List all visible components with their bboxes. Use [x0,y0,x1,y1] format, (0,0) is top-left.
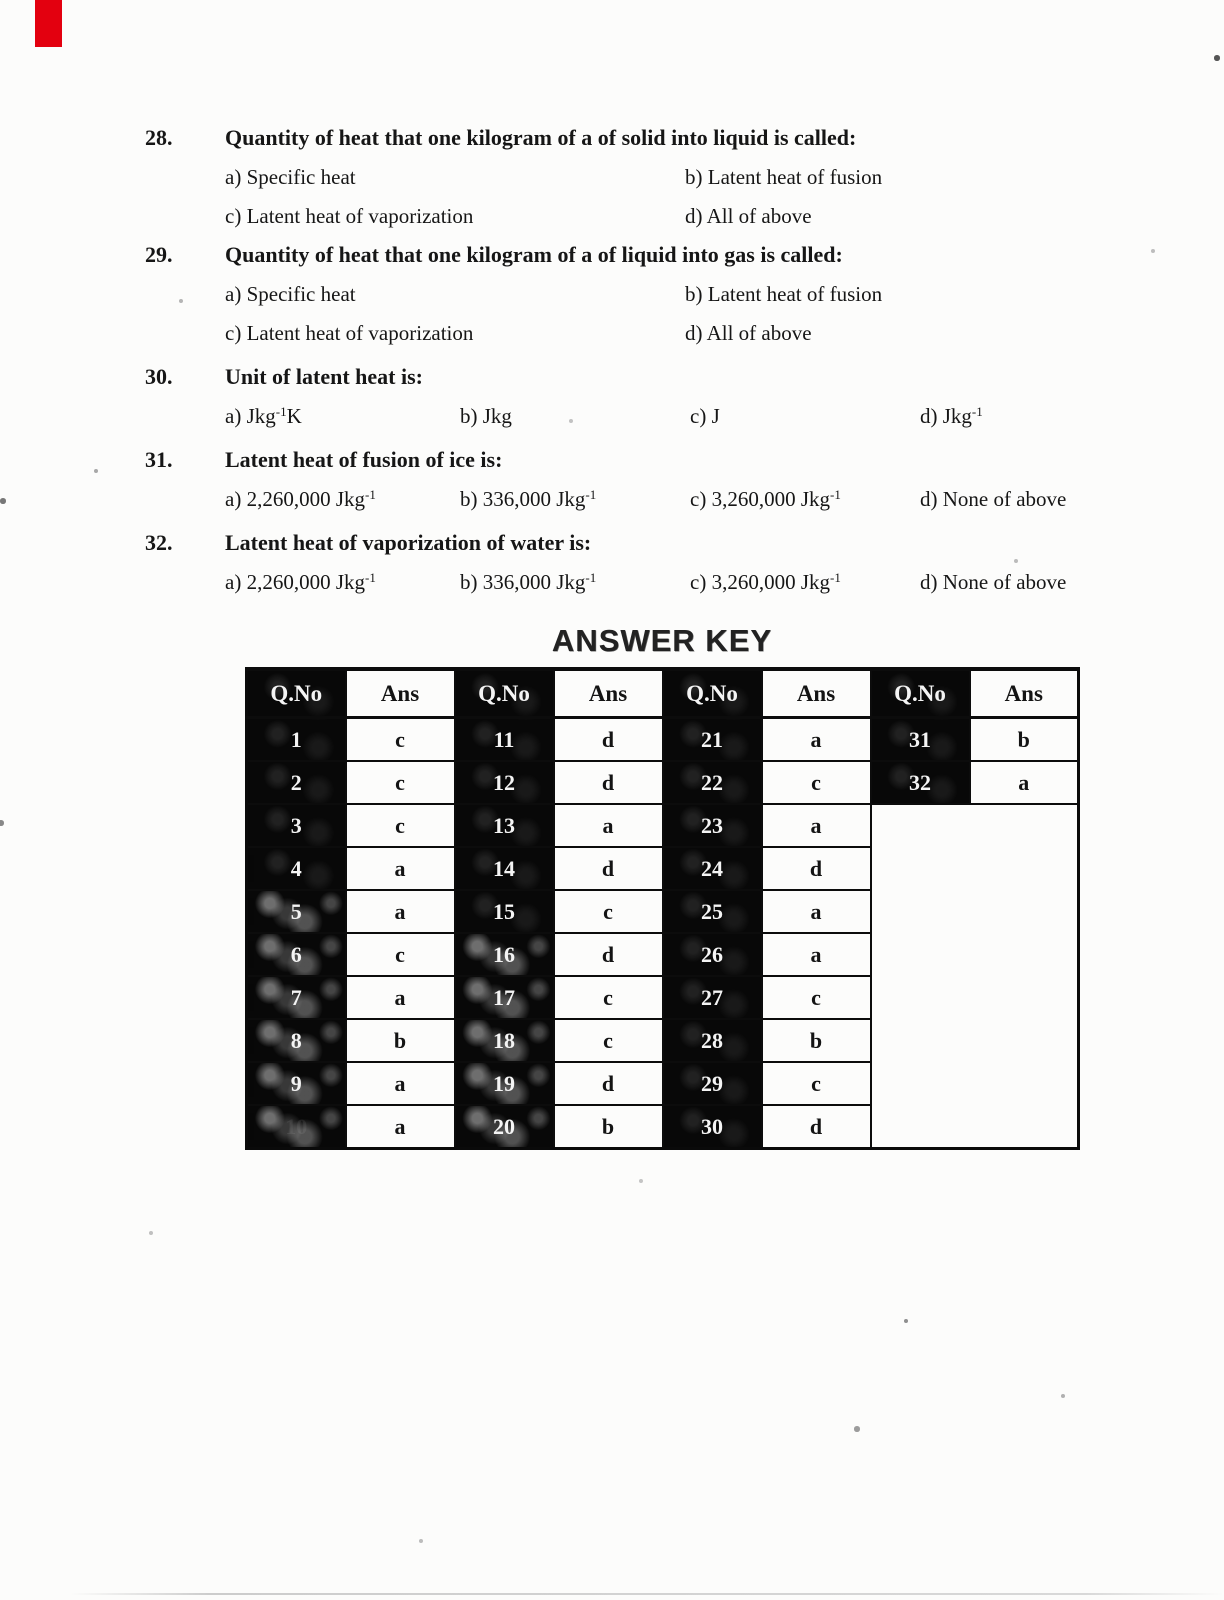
qno-cell: 32 [871,761,970,804]
option: d) Jkg$^{-1}$ [920,404,983,428]
qno-cell: 22 [663,761,762,804]
question-number: 31. [145,447,173,472]
qno-cell: 26 [663,933,762,976]
answer-cell: d [554,718,663,762]
question-number: 28. [145,125,173,150]
col-header-ans: Ans [554,669,663,718]
options-row [145,197,1110,236]
option: a) Specific heat [225,165,356,189]
answer-cell: d [554,847,663,890]
question-number: 29. [145,242,173,267]
qno-cell: 2 [247,761,346,804]
answer-cell: c [346,804,455,847]
options-row [145,158,1110,197]
col-header-ans: Ans [762,669,871,718]
qno-cell: 12 [455,761,554,804]
answer-key-section [245,623,1079,1150]
option: c) Latent heat of vaporization [225,321,474,345]
qno-cell: 6 [247,933,346,976]
option: b) 336,000 Jkg$^{-1}$ [460,487,597,511]
question-30-header [145,358,1110,397]
question-number: 32. [145,530,173,555]
qno-cell: 20 [455,1105,554,1149]
answer-cell: c [762,761,871,804]
option: d) All of above [685,204,812,228]
table-row [247,718,1079,762]
answer-cell: a [554,804,663,847]
col-header-qno: Q.No [247,669,346,718]
option: d) None of above [920,570,1067,594]
qno-cell: 15 [455,890,554,933]
answer-cell: c [346,761,455,804]
question-31-header [145,441,1110,480]
question-number: 30. [145,364,173,389]
answer-cell: b [970,718,1079,762]
qno-cell: 23 [663,804,762,847]
answer-cell: d [554,761,663,804]
answer-cell: d [762,1105,871,1149]
qno-cell: 19 [455,1062,554,1105]
question-32-header [145,524,1110,563]
answer-cell: d [554,933,663,976]
options-row [145,275,1110,314]
qno-cell: 10 [247,1105,346,1149]
qno-cell: 13 [455,804,554,847]
answer-cell: c [762,976,871,1019]
qno-cell: 31 [871,718,970,762]
answer-key-title: ANSWER KEY [551,623,773,658]
col-header-qno: Q.No [871,669,970,718]
question-29-header [145,236,1110,275]
option: a) Jkg$^{-1}$K [225,404,302,428]
answer-cell: b [346,1019,455,1062]
qno-cell: 29 [663,1062,762,1105]
option: d) None of above [920,487,1067,511]
qno-cell: 9 [247,1062,346,1105]
answer-cell: a [346,1062,455,1105]
question-text: Unit of latent heat is: [225,364,423,389]
answer-cell: a [762,933,871,976]
answer-cell: d [554,1062,663,1105]
qno-cell: 24 [663,847,762,890]
qno-cell: 1 [247,718,346,762]
col-header-ans: Ans [970,669,1079,718]
qno-cell: 14 [455,847,554,890]
option: b) 336,000 Jkg$^{-1}$ [460,570,597,594]
options-row [145,397,1110,436]
qno-cell: 17 [455,976,554,1019]
table-row [247,804,1079,847]
answer-cell: c [554,976,663,1019]
col-header-qno: Q.No [455,669,554,718]
question-28-header [145,119,1110,158]
question-text: Quantity of heat that one kilogram of a of solid into liquid is called: [225,125,857,150]
options-row [145,314,1110,353]
option: b) Jkg [460,404,512,428]
answer-cell: a [346,976,455,1019]
answer-cell: d [762,847,871,890]
answer-key-table [245,667,1080,1150]
answer-cell: b [762,1019,871,1062]
qno-cell: 28 [663,1019,762,1062]
options-row [145,563,1110,602]
qno-cell: 27 [663,976,762,1019]
option: a) 2,260,000 Jkg$^{-1}$ [225,487,376,511]
qno-cell: 18 [455,1019,554,1062]
qno-cell: 30 [663,1105,762,1149]
answer-cell: c [762,1062,871,1105]
qno-cell: 3 [247,804,346,847]
page-edge-shadow [70,1593,1224,1595]
answer-cell: a [346,847,455,890]
qno-cell: 11 [455,718,554,762]
qno-cell: 25 [663,890,762,933]
answer-cell: c [346,718,455,762]
option: a) 2,260,000 Jkg$^{-1}$ [225,570,376,594]
qno-cell: 5 [247,890,346,933]
answer-cell: c [554,1019,663,1062]
option: c) J [690,404,720,428]
options-row [145,480,1110,519]
answer-cell: b [554,1105,663,1149]
qno-cell: 4 [247,847,346,890]
question-text: Latent heat of vaporization of water is: [225,530,592,555]
option: c) Latent heat of vaporization [225,204,474,228]
answer-cell: a [346,1105,455,1149]
option: c) 3,260,000 Jkg$^{-1}$ [690,570,841,594]
col-header-qno: Q.No [663,669,762,718]
answer-cell: c [554,890,663,933]
answer-cell: a [970,761,1079,804]
empty-region [871,804,1079,1149]
answer-cell: a [762,804,871,847]
scan-speckles [0,0,2,2]
question-list [145,119,1110,602]
answer-cell: a [762,890,871,933]
answer-cell: a [346,890,455,933]
question-text: Quantity of heat that one kilogram of a of liquid into gas is called: [225,242,843,267]
question-text: Latent heat of fusion of ice is: [225,447,503,472]
col-header-ans: Ans [346,669,455,718]
qno-cell: 16 [455,933,554,976]
qno-cell: 8 [247,1019,346,1062]
option: c) 3,260,000 Jkg$^{-1}$ [690,487,841,511]
option: a) Specific heat [225,282,356,306]
red-scan-mark [35,0,62,47]
option: d) All of above [685,321,812,345]
qno-cell: 7 [247,976,346,1019]
option: b) Latent heat of fusion [685,165,883,189]
qno-cell: 21 [663,718,762,762]
table-row [247,761,1079,804]
answer-cell: c [346,933,455,976]
answer-cell: a [762,718,871,762]
option: b) Latent heat of fusion [685,282,883,306]
